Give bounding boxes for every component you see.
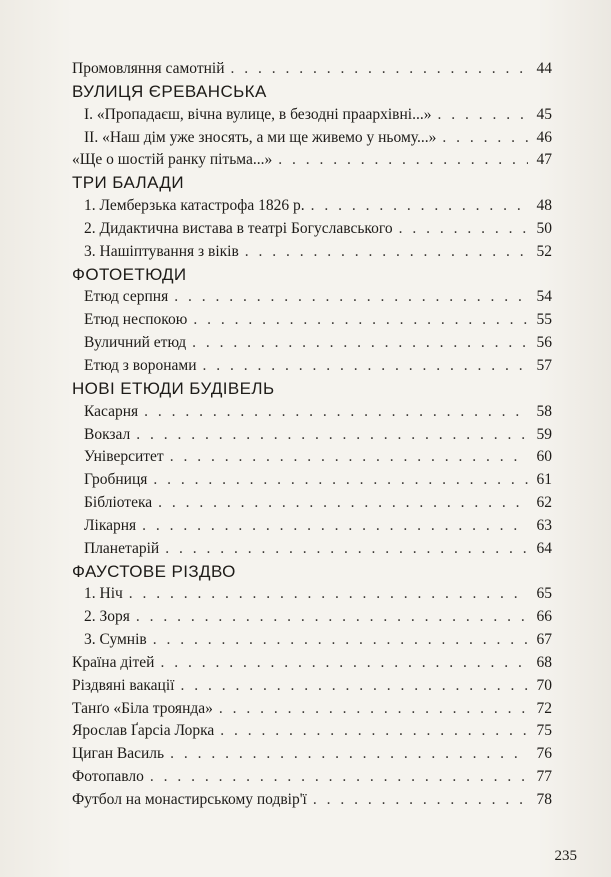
entry-title: Танґо «Біла троянда» (72, 699, 213, 717)
dot-leader (170, 446, 528, 469)
entry-title: Промовляння самотній (72, 60, 225, 77)
toc-entry (72, 538, 552, 561)
toc-section-heading (72, 378, 552, 401)
section-title: НОВІ ЕТЮДИ БУДІВЕЛЬ (72, 378, 275, 398)
dot-leader (170, 743, 528, 766)
toc-entry (72, 104, 552, 127)
entry-page-number: 57 (536, 356, 552, 374)
toc-entry (72, 127, 552, 150)
table-of-contents (72, 58, 552, 812)
dot-leader (158, 492, 528, 515)
entry-title: Циган Василь (72, 745, 165, 763)
entry-page-number: 75 (536, 722, 552, 740)
page-number: 235 (554, 848, 577, 864)
entry-title: Етюд неспокою (84, 311, 188, 329)
toc-entry (72, 743, 552, 766)
dot-leader (399, 218, 528, 241)
dot-leader (203, 355, 528, 378)
entry-page-number: 70 (536, 676, 552, 694)
entry-title: 1. Ніч (84, 585, 123, 603)
entry-title: Вокзал (84, 425, 131, 443)
toc-entry (72, 492, 552, 515)
dot-leader (311, 195, 528, 218)
toc-entry (72, 195, 552, 218)
section-title: ФАУСТОВЕ РІЗДВО (72, 561, 236, 581)
entry-page-number: 56 (536, 334, 552, 352)
toc-entry (72, 332, 552, 355)
toc-entry (72, 469, 552, 492)
entry-page-number: 72 (536, 699, 552, 717)
toc-entry (72, 720, 552, 743)
dot-leader (231, 58, 528, 81)
entry-title: 3. Сумнів (84, 631, 147, 649)
dot-leader (150, 766, 528, 789)
entry-page-number: 62 (536, 494, 552, 512)
entry-title: Університет (84, 448, 164, 466)
entry-page-number: 50 (536, 219, 552, 237)
section-title: ТРИ БАЛАДИ (72, 173, 184, 193)
entry-page-number: 77 (536, 768, 552, 786)
entry-page-number: 52 (536, 242, 552, 260)
dot-leader (313, 789, 528, 812)
entry-title: Гробниця (84, 471, 148, 489)
toc-entry (72, 629, 552, 652)
entry-page-number: 59 (536, 425, 552, 443)
entry-title: I. «Пропадаєш, вічна вулице, в безодні праархівні...» (84, 105, 432, 123)
dot-leader (142, 515, 528, 538)
dot-leader (192, 332, 528, 355)
dot-leader (180, 675, 528, 698)
dot-leader (245, 241, 528, 264)
toc-entry (72, 446, 552, 469)
entry-page-number: 48 (536, 197, 552, 215)
toc-entry (72, 606, 552, 629)
entry-page-number: 66 (536, 608, 552, 626)
entry-title: Країна дітей (72, 653, 155, 671)
entry-title: Етюд серпня (84, 288, 169, 306)
toc-entry (72, 583, 552, 606)
dot-leader (220, 720, 528, 743)
toc-section-heading (72, 172, 552, 195)
entry-title: 2. Дидактична вистава в театрі Богуславського (84, 219, 393, 237)
entry-title: Бібліотека (84, 494, 153, 512)
toc-entry (72, 401, 552, 424)
entry-page-number: 44 (536, 60, 552, 77)
toc-entry (72, 58, 552, 81)
entry-page-number: 76 (536, 745, 552, 763)
dot-leader (193, 309, 528, 332)
dot-leader (153, 629, 528, 652)
entry-page-number: 47 (536, 151, 552, 169)
entry-page-number: 54 (536, 288, 552, 306)
toc-entry (72, 515, 552, 538)
toc-section-heading (72, 561, 552, 584)
entry-page-number: 58 (536, 402, 552, 420)
section-title: ФОТОЕТЮДИ (72, 264, 187, 284)
dot-leader (136, 606, 528, 629)
toc-entry (72, 218, 552, 241)
entry-title: Вуличний етюд (84, 334, 187, 352)
entry-page-number: 65 (536, 585, 552, 603)
dot-leader (153, 469, 528, 492)
toc-entry (72, 286, 552, 309)
dot-leader (165, 538, 528, 561)
toc-entry (72, 652, 552, 675)
entry-title: Етюд з воронами (84, 356, 197, 374)
dot-leader (129, 583, 528, 606)
toc-entry (72, 309, 552, 332)
entry-title: «Ще о шостій ранку пітьма...» (72, 151, 273, 169)
entry-title: Фотопавло (72, 768, 144, 786)
dot-leader (144, 401, 528, 424)
dot-leader (219, 698, 528, 721)
entry-title: Ярослав Ґарсіа Лорка (72, 722, 215, 740)
toc-entry (72, 675, 552, 698)
entry-page-number: 61 (536, 471, 552, 489)
toc-entry (72, 766, 552, 789)
entry-page-number: 64 (536, 539, 552, 557)
entry-page-number: 45 (536, 105, 552, 123)
entry-title: Касарня (84, 402, 139, 420)
entry-title: Планетарій (84, 539, 160, 557)
entry-title: II. «Наш дім уже зносять, а ми ще живемо у ньому...» (84, 128, 437, 146)
entry-title: Футбол на монастирському подвір'ї (72, 791, 307, 808)
toc-entry (72, 789, 552, 812)
dot-leader (160, 652, 528, 675)
toc-section-heading (72, 81, 552, 104)
dot-leader (437, 104, 528, 127)
toc-section-heading (72, 264, 552, 287)
dot-leader (278, 149, 528, 172)
entry-title: 3. Нашіптування з віків (84, 242, 239, 260)
toc-entry (72, 149, 552, 172)
toc-entry (72, 698, 552, 721)
entry-page-number: 67 (536, 631, 552, 649)
toc-entry (72, 355, 552, 378)
entry-title: Різдвяні вакації (72, 676, 175, 694)
dot-leader (136, 424, 528, 447)
dot-leader (442, 127, 528, 150)
entry-page-number: 63 (536, 516, 552, 534)
entry-title: 2. Зоря (84, 608, 130, 626)
toc-entry (72, 424, 552, 447)
entry-page-number: 78 (536, 791, 552, 808)
entry-page-number: 46 (536, 128, 552, 146)
entry-page-number: 68 (536, 653, 552, 671)
toc-entry (72, 241, 552, 264)
entry-title: 1. Лемберзька катастрофа 1826 р. (84, 197, 305, 215)
section-title: ВУЛИЦЯ ЄРЕВАНСЬКА (72, 81, 267, 101)
entry-page-number: 55 (536, 311, 552, 329)
entry-title: Лікарня (84, 516, 137, 534)
dot-leader (174, 286, 528, 309)
entry-page-number: 60 (536, 448, 552, 466)
